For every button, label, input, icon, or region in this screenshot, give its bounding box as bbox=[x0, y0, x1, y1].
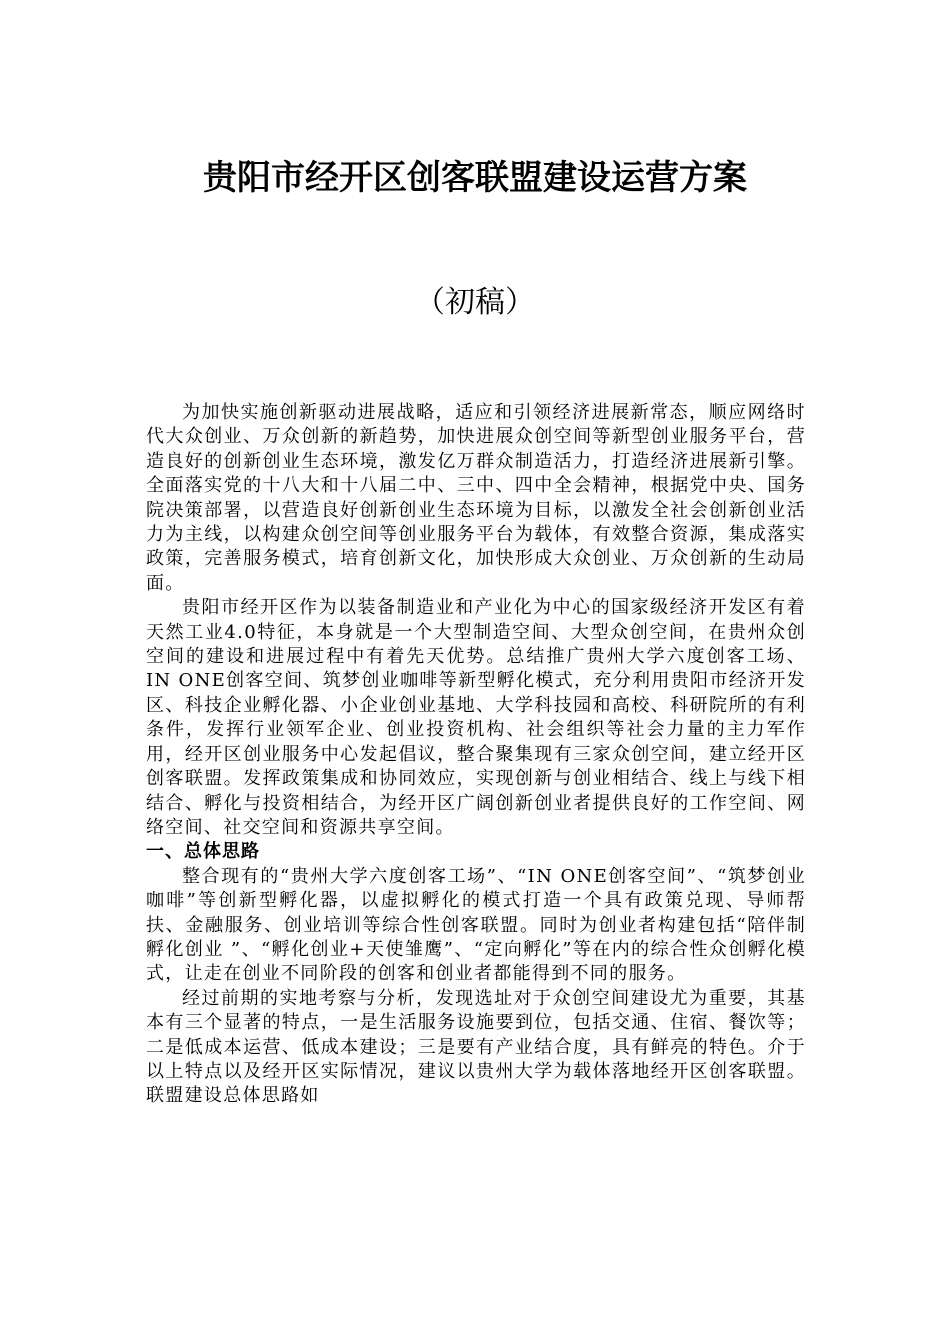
section1-paragraph-1: 整合现有的“贵州大学六度创客工场”、“IN ONE创客空间”、“筑梦创业咖啡”等创新型孵化器，以虚拟孵化的模式打造一个具有政策兑现、导师帮扶、金融服务、创业培训等综合性创客联盟。同时为创业者构建包括“陪伴制孵化创业 ”、“孵化创业+天使雏鹰”、“定向孵化”等在内的综合性众创孵化模式，让走在创业不同阶段的创客和创业者都能得到不同的服务。 bbox=[146, 865, 806, 985]
document-title: 贵阳市经开区创客联盟建设运营方案 bbox=[203, 158, 747, 198]
intro-paragraph-1: 为加快实施创新驱动进展战略，适应和引领经济进展新常态，顺应网络时代大众创业、万众创新的新趋势，加快进展众创空间等新型创业服务平台，营造良好的创新创业生态环境，激发亿万群众制造活力，打造经济进展新引擎。全面落实党的十八大和十八届二中、三中、四中全会精神，根据党中央、国务院决策部署，以营造良好创新创业生态环境为目标，以激发全社会创新创业活力为主线，以构建众创空间等创业服务平台为载体，有效整合资源，集成落实政策，完善服务模式，培育创新文化，加快形成大众创业、万众创新的生动局面。 bbox=[146, 402, 806, 594]
section1-paragraph-2: 经过前期的实地考察与分析，发现选址对于众创空间建设尤为重要，其基本有三个显著的特点，一是生活服务设施要到位，包括交通、住宿、餐饮等；二是低成本运营、低成本建设；三是要有产业结合度，具有鲜亮的特色。介于以上特点以及经开区实际情况，建议以贵州大学为载体落地经开区创客联盟。联盟建设总体思路如 bbox=[146, 987, 806, 1107]
intro-paragraph-2: 贵阳市经开区作为以装备制造业和产业化为中心的国家级经济开发区有着天然工业4.0特征，本身就是一个大型制造空间、大型众创空间，在贵州众创空间的建设和进展过程中有着先天优势。总结推广贵州大学六度创客工场、IN ONE创客空间、筑梦创业咖啡等新型孵化模式，充分利用贵阳市经济开发区、科技企业孵化器、小企业创业基地、大学科技园和高校、科研院所的有利条件，发挥行业领军企业、创业投资机构、社会组织等社会力量的主力军作用，经开区创业服务中心发起倡议，整合聚集现有三家众创空间，建立经开区创客联盟。发挥政策集成和协同效应，实现创新与创业相结合、线上与线下相结合、孵化与投资相结合，为经开区广阔创新创业者提供良好的工作空间、网络空间、社交空间和资源共享空间。 bbox=[146, 597, 806, 838]
document-subtitle: （初稿） bbox=[415, 285, 535, 320]
section-heading-overall-approach: 一、总体思路 bbox=[146, 841, 260, 863]
document-body bbox=[146, 401, 806, 1109]
